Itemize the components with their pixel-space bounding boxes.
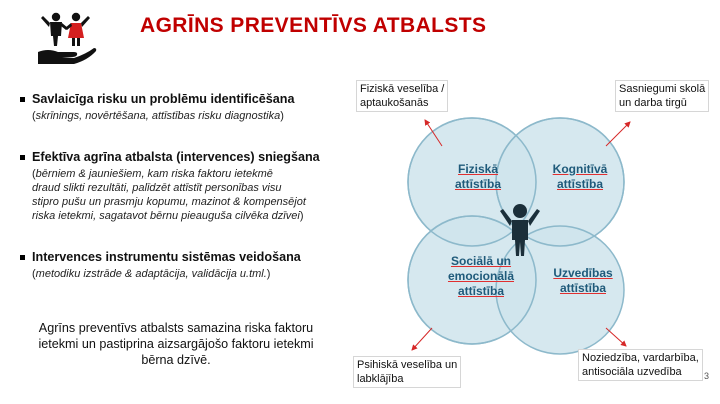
children-hand-icon — [34, 8, 98, 68]
bullet-heading: Efektīva agrīna atbalsta (intervences) sniegšana — [20, 150, 320, 164]
bullet-item — [20, 92, 294, 123]
outcome-antisocial-behavior: Noziedzība, vardarbība, antisociāla uzvedība — [578, 349, 703, 381]
summary-text: Agrīns preventīvs atbalsts samazina riska faktoru ietekmi un pastiprina aizsargājošo faktoru ietekmi bērna dzīvē. — [38, 321, 314, 367]
outcome-physical-health: Fiziskā veselība / aptaukošanās — [356, 80, 448, 112]
bullet-detail: (metodiku izstrāde & adaptācija, validācija u.tml.) — [32, 268, 271, 280]
bullet-detail: (skrīnings, novērtēšana, attīstības risku diagnostika) — [32, 110, 284, 122]
bullet-item — [20, 250, 301, 281]
area-label-cognitive: Kognitīvā attīstība — [552, 162, 608, 191]
slide-title: AGRĪNS PREVENTĪVS ATBALSTS — [140, 14, 487, 37]
area-label-social-emotional: Sociālā un emocionālā attīstība — [447, 254, 515, 298]
outcome-school-achievement: Sasniegumi skolā un darba tirgū — [615, 80, 709, 112]
bullet-item — [20, 150, 320, 223]
area-label-physical: Fiziskā attīstība — [454, 162, 501, 191]
area-label-behavior: Uzvedības attīstība — [553, 266, 613, 295]
bullet-heading: Savlaicīga risku un problēmu identificēšana — [20, 92, 294, 106]
outcome-mental-health: Psihiskā veselība un labklājība — [353, 356, 461, 388]
bullet-heading: Intervences instrumentu sistēmas veidošana — [20, 250, 301, 264]
page-number: 3 — [704, 371, 710, 381]
bullet-detail: (bērniem & jauniešiem, kam riska faktoru ietekmē draud slikti rezultāti, palīdzēt attīstīt personības visu stipro pušu un prasmju kopumu, mazinot & kompensējot riska ietekmi, sagatavot bērnu pieauguša cilvēka dzīvei) — [32, 168, 306, 222]
